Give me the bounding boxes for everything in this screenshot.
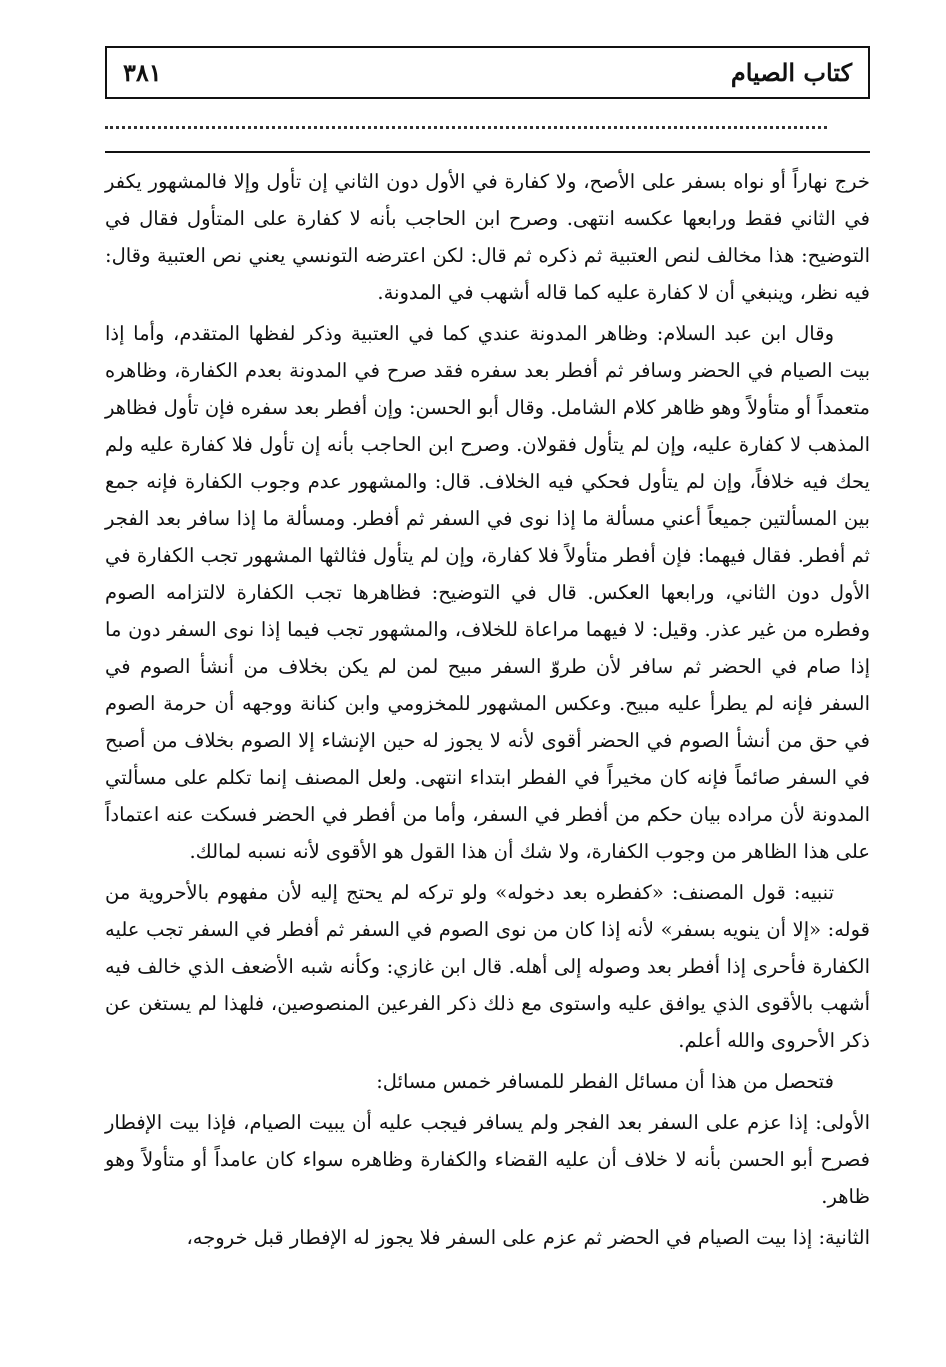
solid-divider [105,151,870,153]
main-text [105,163,870,1260]
page-number: ٣٨١ [123,58,162,87]
running-header [105,46,870,99]
paragraph-ibn-abd-salam: وقال ابن عبد السلام: وظاهر المدونة عندي كما في العتبية وذكر لفظها المتقدم، وأما إذا بيت الصيام في الحضر وسافر ثم أفطر بعد سفره فقد صرح في المدونة بعدم الكفارة، وظاهره متعمداً أو متأولاً وهو ظاهر كلام الشامل. وقال أبو الحسن: وإن أفطر بعد سفره فإن تأول فظاهر المذهب لا كفارة عليه، وإن لم يتأول فقولان. وصرح ابن الحاجب بأنه إن تأول فلا كفارة عليه ولم يحك فيه خلافاً، وإن لم يتأول فحكي فيه الخلاف. قال: والمشهور عدم وجوب الكفارة فإنه جمع بين المسألتين جميعاً أعني مسألة ما إذا نوى في السفر ثم أفطر. ومسألة ما إذا سافر بعد الفجر ثم أفطر. فقال فيهما: فإن أفطر متأولاً فلا كفارة، وإن لم يتأول فثالثها المشهور تجب الكفارة في الأول دون الثاني، ورابعها العكس. قال في التوضيح: فظاهرها تجب الكفارة لالتزامه الصوم وفطره من غير عذر. وقيل: لا فيهما مراعاة للخلاف، والمشهور تجب فيما إذا نوى السفر دون ما إذا صام في الحضر ثم سافر لأن طروّ السفر مبيح لمن لم يكن بخلاف من أنشأ الصوم في السفر فإنه لم يطرأ عليه مبيح. وعكس المشهور للمخزومي وابن كنانة ووجهه أن حرمة الصوم في حق من أنشأ الصوم في الحضر أقوى لأنه لا يجوز له حين الإنشاء إلا الصوم بخلاف من أصبح في السفر صائماً فإنه كان مخيراً في الفطر ابتداء انتهى. ولعل المصنف إنما تكلم على مسألتي المدونة لأن مراده بيان حكم من أفطر في السفر، وأما من أفطر في الحضر فسكت عنه اعتماداً على هذا الظاهر من وجوب الكفارة، ولا شك أن هذا القول هو الأقوى لأنه نسبه لمالك. [105,322,870,863]
chapter-title: كتاب الصيام [730,58,852,87]
paragraph-continuation: خرج نهاراً أو نواه بسفر على الأصح، ولا كفارة في الأول دون الثاني إن تأول وإلا فالمشهور يكفر في الثاني فقط ورابعها عكسه انتهى. وصرح ابن الحاجب بأنه لا كفارة على المتأول فقال في التوضيح: هذا مخالف لنص العتبية ثم ذكره ثم قال: لكن اعترضه التونسي يعني نص العتبية وقال: فيه نظر، وينبغي أن لا كفارة عليه كما قاله أشهب في المدونة. [105,170,870,304]
dotted-divider [105,126,827,129]
paragraph-note: تنبيه: قول المصنف: «كفطره بعد دخوله» ولو تركه لم يحتج إليه لأن مفهوم بالأحروية من قوله: «إلا أن ينويه بسفر» لأنه إذا كان من نوى الصوم في السفر ثم أفطر في السفر تجب عليه الكفارة فأحرى إذا أفطر بعد وصوله إلى أهله. قال ابن غازي: وكأنه شبه الأضعف الذي خالف فيه أشهب بالأقوى الذي يوافق عليه واستوى مع ذلك ذكر الفرعين المنصوصين، فلهذا لم يستغن عن ذكر الأحروى والله أعلم. [105,881,870,1052]
paragraph-first-case: الأولى: إذا عزم على السفر بعد الفجر ولم يسافر فيجب عليه أن يبيت الصيام، فإذا بيت الإفطار فصرح أبو الحسن بأنه لا خلاف أن عليه القضاء والكفارة وظاهره سواء كان عامداً أو متأولاً وهو ظاهر. [105,1111,870,1208]
paragraph-summary: فتحصل من هذا أن مسائل الفطر للمسافر خمس مسائل: [376,1070,834,1093]
paragraph-second-case: الثانية: إذا بيت الصيام في الحضر ثم عزم على السفر فلا يجوز له الإفطار قبل خروجه، [186,1226,870,1249]
